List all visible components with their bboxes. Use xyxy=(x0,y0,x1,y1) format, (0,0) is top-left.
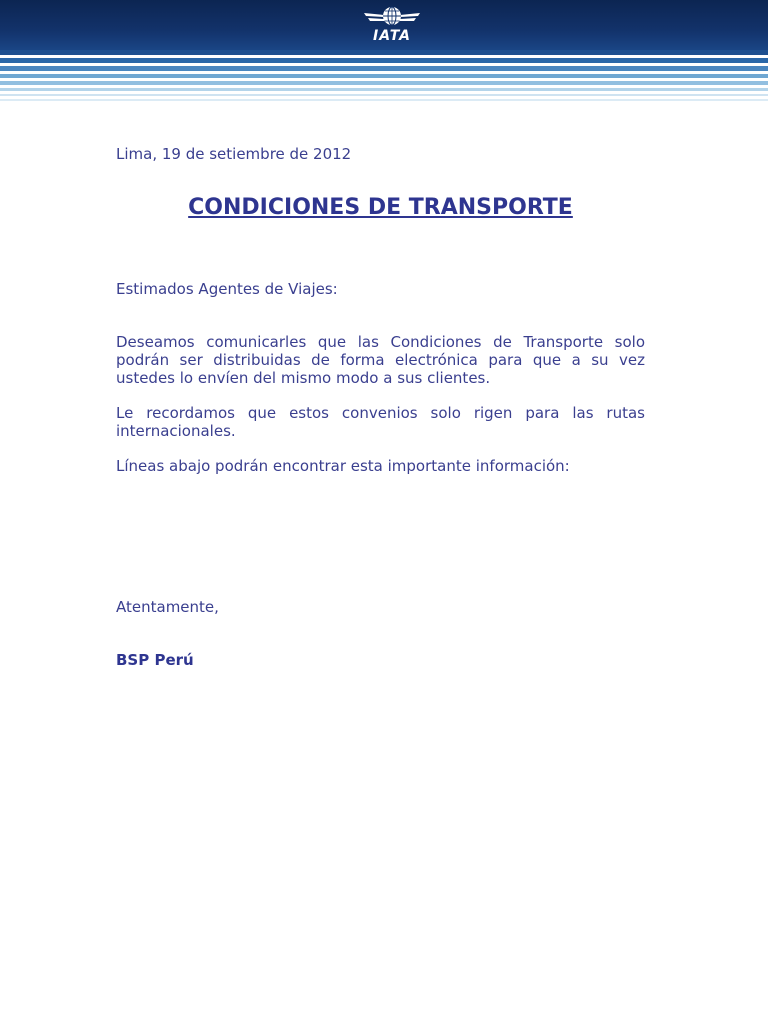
letter-title: CONDICIONES DE TRANSPORTE xyxy=(188,195,573,220)
iata-logo xyxy=(360,6,424,46)
letter-paragraph: Deseamos comunicarles que las Condiciones de Transporte solo podrán ser distribuidas de forma electrónica para que a su vez ustedes lo envíen del mismo modo a sus clientes. xyxy=(116,333,645,387)
header-stripe xyxy=(0,99,768,101)
letter-closing: Atentamente, xyxy=(116,598,219,616)
iata-globe-wings-icon xyxy=(360,6,424,30)
letter-signature: BSP Perú xyxy=(116,651,194,669)
letterhead-banner xyxy=(0,0,768,104)
letter-date: Lima, 19 de setiembre de 2012 xyxy=(116,145,352,163)
letter-paragraph: Líneas abajo podrán encontrar esta importante información: xyxy=(116,457,570,475)
letter-paragraph: Le recordamos que estos convenios solo rigen para las rutas internacionales. xyxy=(116,404,645,440)
logo-text: IATA xyxy=(372,28,411,44)
letter-greeting: Estimados Agentes de Viajes: xyxy=(116,280,338,298)
header-stripe xyxy=(0,94,768,96)
